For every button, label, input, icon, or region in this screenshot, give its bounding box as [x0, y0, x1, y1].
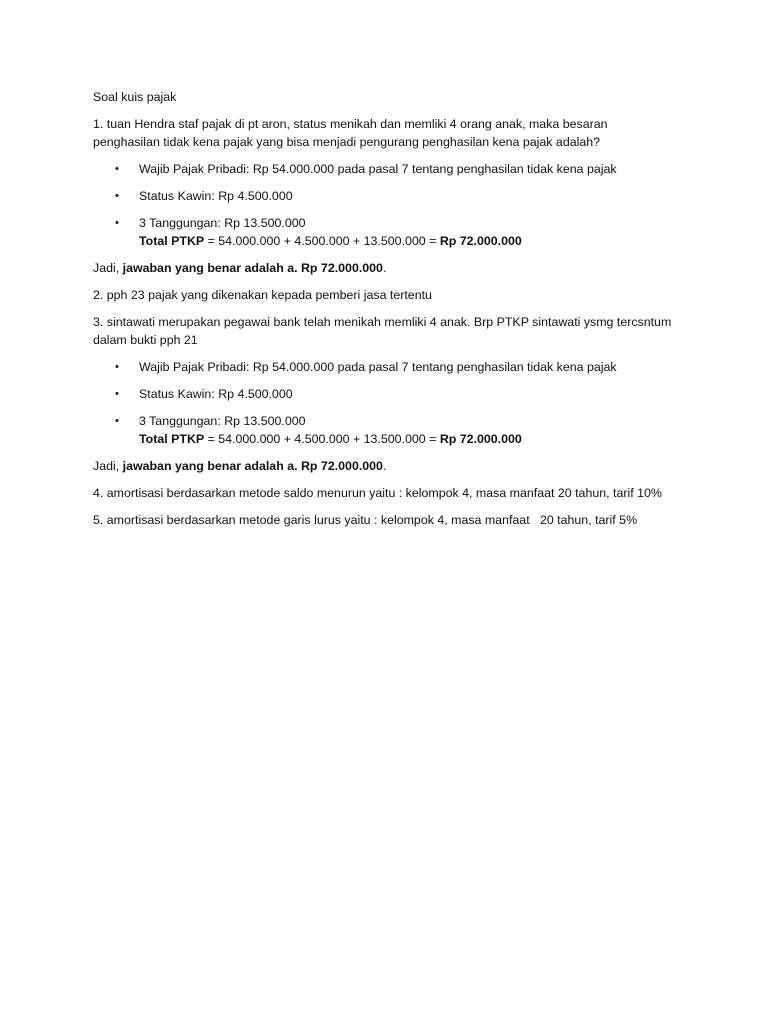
- total-value: Rp 72.000.000: [439, 234, 522, 248]
- list-item: [93, 160, 673, 178]
- answer-bold: jawaban yang benar adalah a. Rp 72.000.000: [122, 459, 383, 473]
- document-title: Soal kuis pajak: [93, 90, 177, 104]
- total-line: [139, 234, 522, 248]
- answer-suffix: .: [382, 459, 387, 473]
- bullet-text: Wajib Pajak Pribadi: Rp 54.000.000 pada pasal 7 tentang penghasilan tidak kena pajak: [139, 360, 617, 374]
- answer-suffix: .: [382, 261, 387, 275]
- answer-prefix: Jadi,: [93, 459, 123, 473]
- bullet-text: Status Kawin: Rp 4.500.000: [139, 189, 293, 203]
- question-2-text: 2. pph 23 pajak yang dikenakan kepada pemberi jasa tertentu: [93, 288, 432, 302]
- bullet-text: 3 Tanggungan: Rp 13.500.000: [139, 414, 306, 428]
- question-5-text: 5. amortisasi berdasarkan metode garis lurus yaitu : kelompok 4, masa manfaat 20 tahun, tarif 5%: [93, 513, 638, 527]
- question-3-text: 3. sintawati merupakan pegawai bank telah menikah memliki 4 anak. Brp PTKP sintawati ysmg tercsntum dalam bukti pph 21: [93, 315, 672, 347]
- bullet-text: 3 Tanggungan: Rp 13.500.000: [139, 216, 306, 230]
- list-item: [93, 412, 673, 448]
- document-page: [93, 88, 673, 538]
- bullet-text: Status Kawin: Rp 4.500.000: [139, 387, 293, 401]
- total-value: Rp 72.000.000: [439, 432, 522, 446]
- list-item: [93, 358, 673, 376]
- list-item: [93, 385, 673, 403]
- total-formula: = 54.000.000 + 4.500.000 + 13.500.000 =: [204, 234, 440, 248]
- list-item: [93, 214, 673, 250]
- question-3-bullet-list: [93, 358, 673, 448]
- bullet-icon: •: [115, 361, 119, 373]
- bullet-text: Wajib Pajak Pribadi: Rp 54.000.000 pada pasal 7 tentang penghasilan tidak kena pajak: [139, 162, 617, 176]
- list-item: [93, 187, 673, 205]
- question-3-answer: [93, 457, 673, 475]
- question-1-text: 1. tuan Hendra staf pajak di pt aron, status menikah dan memliki 4 orang anak, maka besaran penghasilan tidak kena pajak yang bisa menjadi pengurang penghasilan kena pajak adalah?: [93, 117, 608, 149]
- answer-prefix: Jadi,: [93, 261, 123, 275]
- question-1-bullet-list: [93, 160, 673, 250]
- question-4-text: 4. amortisasi berdasarkan metode saldo menurun yaitu : kelompok 4, masa manfaat 20 tahun, tarif 10%: [93, 486, 662, 500]
- bullet-icon: •: [115, 415, 119, 427]
- bullet-icon: •: [115, 217, 119, 229]
- bullet-icon: •: [115, 163, 119, 175]
- total-label: Total PTKP: [139, 234, 205, 248]
- total-line: [139, 432, 522, 446]
- total-formula: = 54.000.000 + 4.500.000 + 13.500.000 =: [204, 432, 440, 446]
- question-1-answer: [93, 259, 673, 277]
- bullet-icon: •: [115, 190, 119, 202]
- total-label: Total PTKP: [139, 432, 205, 446]
- bullet-icon: •: [115, 388, 119, 400]
- answer-bold: jawaban yang benar adalah a. Rp 72.000.000: [122, 261, 383, 275]
